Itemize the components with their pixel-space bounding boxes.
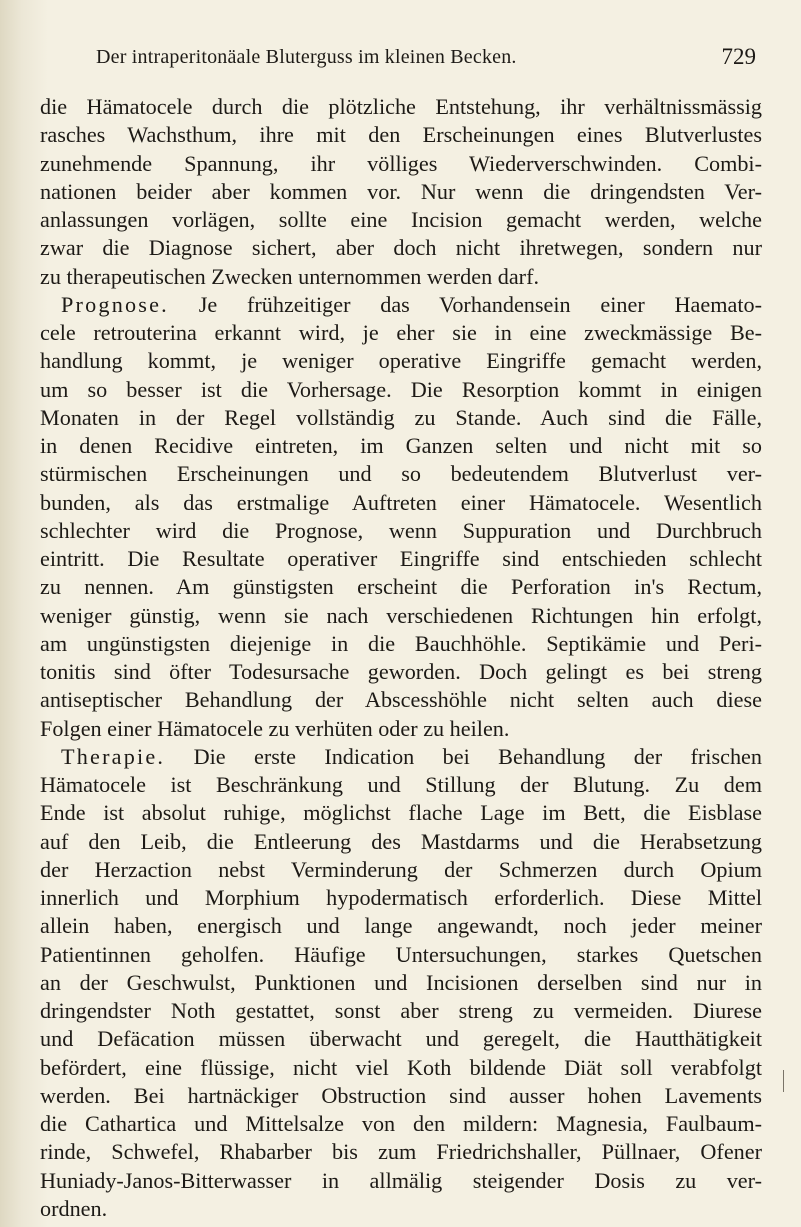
text-line — [40, 743, 762, 771]
body-text — [40, 93, 762, 1223]
text-line: weniger günstig, wenn sie nach verschiedenen Richtungen hin erfolgt, — [40, 602, 762, 628]
text-line: die Cathartica und Mittelsalze von den mildern: Magnesia, Faulbaum- — [40, 1111, 762, 1136]
paragraph-diagnosis — [40, 93, 762, 291]
text-line: in denen Recidive eintreten, im Ganzen selten und nicht mit so — [40, 433, 762, 458]
text-line: anlassungen vorlägen, sollte eine Incision gemacht werden, welche — [40, 207, 762, 232]
margin-mark — [783, 1070, 784, 1092]
text-line: Ende ist absolut ruhige, möglichst flache Lage im Bett, die Eisblase — [40, 800, 762, 826]
text-line: Patientinnen geholfen. Häufige Untersuchungen, starkes Quetschen — [40, 941, 762, 967]
text-line: zunehmende Spannung, ihr völliges Wiederverschwinden. Combi- — [40, 150, 762, 176]
text-line: Monaten in der Regel vollständig zu Stande. Auch sind die Fälle, — [40, 404, 762, 430]
text-line: an der Geschwulst, Punktionen und Incisionen derselben sind nur in — [40, 969, 762, 995]
text-line-rest: Die erste Indication bei Behandlung der frischen — [193, 743, 762, 769]
text-line — [40, 291, 762, 319]
text-line: zu nennen. Am günstigsten erscheint die Perforation in's Rectum, — [40, 574, 762, 600]
paragraph-prognosis — [40, 291, 762, 743]
text-line: rinde, Schwefel, Rhabarber bis zum Friedrichshaller, Püllnaer, Ofener — [40, 1139, 762, 1165]
page-header — [40, 42, 760, 82]
text-line: am ungünstigsten diejenige in die Bauchhöhle. Septikämie und Peri- — [40, 630, 762, 656]
text-line: werden. Bei hartnäckiger Obstruction sind ausser hohen Lavements — [40, 1082, 762, 1108]
text-line: schlechter wird die Prognose, wenn Suppuration und Durchbruch — [40, 517, 762, 543]
section-heading-therapie: Therapie. — [61, 743, 166, 769]
text-line: cele retrouterina erkannt wird, je eher sie in eine zweckmässige Be- — [40, 320, 762, 345]
text-line: Huniady-Janos-Bitterwasser in allmälig steigender Dosis zu ver- — [40, 1167, 762, 1193]
text-line: bunden, als das erstmalige Auftreten einer Hämatocele. Wesentlich — [40, 489, 762, 515]
paragraph-therapy — [40, 743, 762, 1223]
running-title: Der intraperitonäale Bluterguss im kleinen Becken. — [96, 46, 517, 68]
page-number: 729 — [721, 44, 756, 69]
text-line: auf den Leib, die Entleerung des Mastdarms und die Herabsetzung — [40, 828, 762, 854]
text-line: und Defäcation müssen überwacht und geregelt, die Hautthätigkeit — [40, 1026, 762, 1052]
text-line: um so besser ist die Vorhersage. Die Resorption kommt in einigen — [40, 376, 762, 402]
text-line: der Herzaction nebst Verminderung der Schmerzen durch Opium — [40, 856, 762, 882]
text-line: befördert, eine flüssige, nicht viel Koth bildende Diät soll verabfolgt — [40, 1054, 762, 1080]
text-line: handlung kommt, je weniger operative Eingriffe gemacht werden, — [40, 348, 762, 374]
text-line: stürmischen Erscheinungen und so bedeutendem Blutverlust ver- — [40, 461, 762, 487]
text-line: tonitis sind öfter Todesursache geworden. Doch gelingt es bei streng — [40, 659, 762, 684]
text-line: zu therapeutischen Zwecken unternommen werden darf. — [40, 263, 540, 289]
text-line: dringendster Noth gestattet, sonst aber streng zu vermeiden. Diurese — [40, 998, 762, 1023]
text-line: zwar die Diagnose sichert, aber doch nicht ihretwegen, sondern nur — [40, 235, 762, 261]
text-line: ordnen. — [40, 1195, 108, 1221]
text-line: Folgen einer Hämatocele zu verhüten oder zu heilen. — [40, 715, 510, 741]
text-line-rest: Je frühzeitiger das Vorhandensein einer Haemato- — [198, 291, 762, 317]
text-line: rasches Wachsthum, ihre mit den Erscheinungen eines Blutverlustes — [40, 122, 762, 148]
text-line: Hämatocele ist Beschränkung und Stillung der Blutung. Zu dem — [40, 772, 762, 797]
text-line: eintritt. Die Resultate operativer Eingriffe sind entschieden schlecht — [40, 546, 762, 571]
section-heading-prognose: Prognose. — [61, 291, 169, 317]
text-line: antiseptischer Behandlung der Abscesshöhle nicht selten auch diese — [40, 687, 762, 713]
text-line: innerlich und Morphium hypodermatisch erforderlich. Diese Mittel — [40, 885, 762, 910]
text-line: nationen beider aber kommen vor. Nur wenn die dringendsten Ver- — [40, 178, 762, 204]
text-line: allein haben, energisch und lange angewandt, noch jeder meiner — [40, 913, 762, 939]
text-line: die Hämatocele durch die plötzliche Entstehung, ihr verhältnissmässig — [40, 94, 762, 119]
